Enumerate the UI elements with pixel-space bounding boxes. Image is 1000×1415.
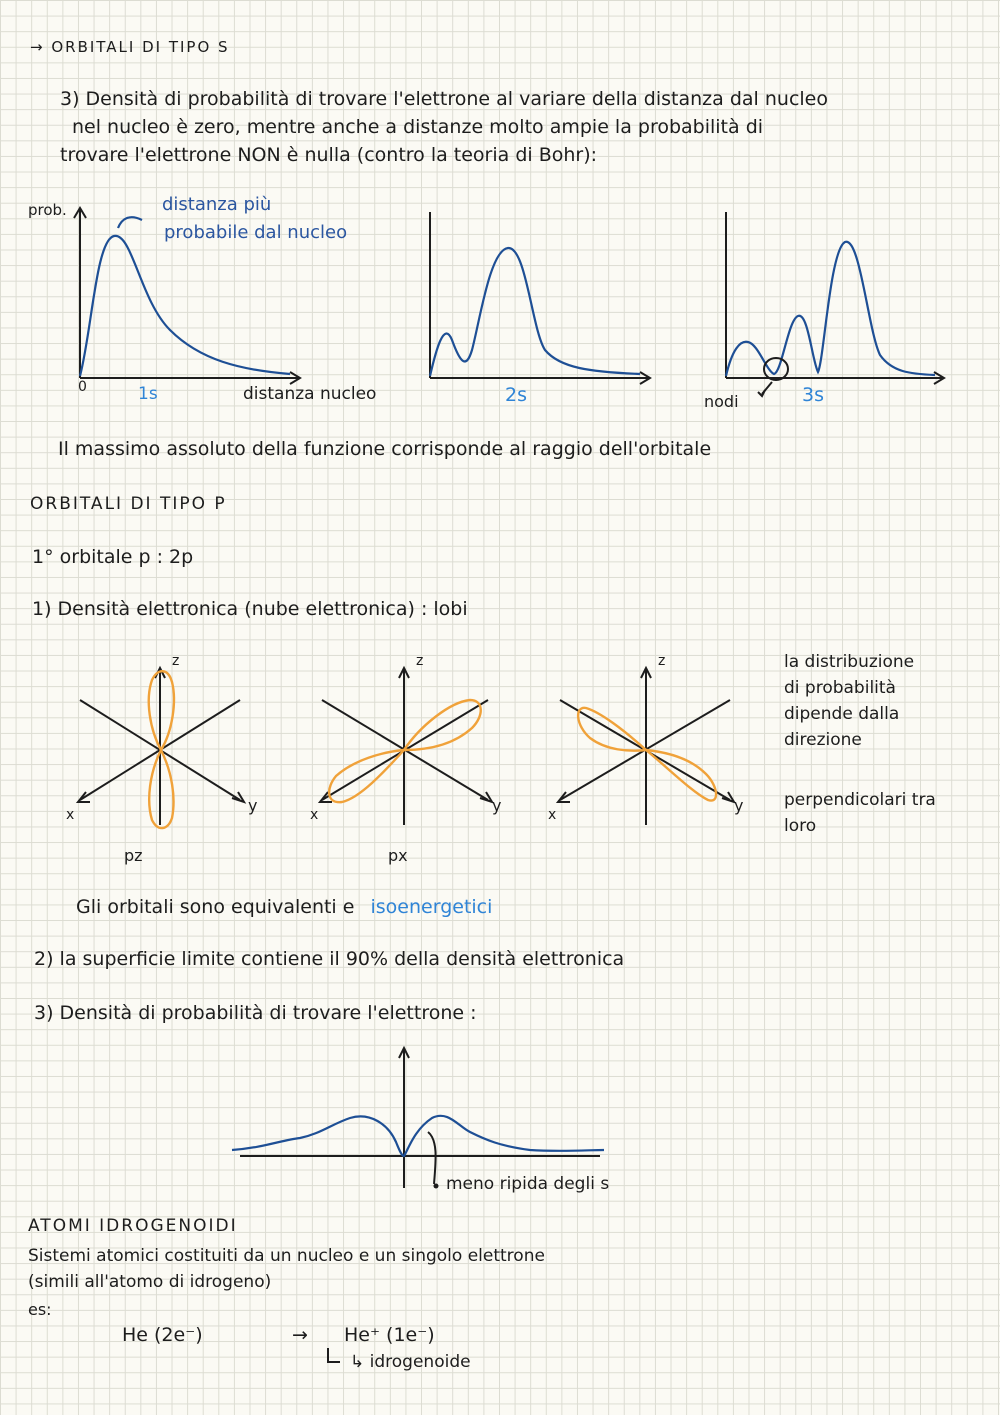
- hydrogenoid-definition-2: (simili all'atomo di idrogeno): [28, 1272, 272, 1292]
- less-steep-pointer: [428, 1132, 436, 1184]
- x-axis-label: distanza nucleo: [243, 384, 377, 404]
- axis-y-1: y: [248, 796, 258, 815]
- equivalent-text: [76, 898, 492, 917]
- axis-z-1: z: [172, 653, 180, 669]
- p-diagram-px: [320, 668, 492, 825]
- side-note-line-1: la distribuzione: [784, 652, 915, 672]
- first-p-orbital: 1° orbitale p : 2p: [32, 546, 194, 568]
- axis-z-2: z: [416, 653, 424, 669]
- curve-p: [232, 1116, 604, 1156]
- side-note-line-3: dipende dalla: [784, 704, 900, 724]
- lobe-pz-lower: [149, 750, 173, 828]
- side-note-line-5: perpendicolari tra: [784, 790, 936, 810]
- max-statement: Il massimo assoluto della funzione corrisponde al raggio dell'orbitale: [58, 438, 712, 460]
- example-he: He (2e⁻): [122, 1324, 203, 1346]
- p-point-3: 3) Densità di probabilità di trovare l'elettrone :: [34, 1002, 477, 1024]
- p-point-1: 1) Densità elettronica (nube elettronica) : lobi: [32, 598, 468, 620]
- heading-orbitals-s: → ORBITALI DI TIPO S: [30, 38, 230, 56]
- p-point-2: 2) la superficie limite contiene il 90% della densità elettronica: [34, 948, 625, 970]
- paragraph-line-2: nel nucleo è zero, mentre anche a distanze molto ampie la probabilità di: [72, 116, 764, 138]
- label-px: px: [388, 846, 408, 865]
- curve-3s: [726, 242, 935, 376]
- side-note-line-4: direzione: [784, 730, 862, 750]
- heading-hydrogenoid: ATOMI IDROGENOIDI: [28, 1216, 238, 1236]
- nodes-label: nodi: [704, 392, 739, 411]
- equivalent-prefix: Gli orbitali sono equivalenti e: [76, 896, 355, 918]
- hydrogenoid-definition-1: Sistemi atomici costituiti da un nucleo e un singolo elettrone: [28, 1246, 545, 1266]
- axis-x-1: x: [66, 807, 75, 823]
- paragraph-line-1: 3) Densità di probabilità di trovare l'elettrone al variare della distanza dal nucleo: [60, 88, 828, 110]
- ex-note-arrow: [328, 1348, 340, 1362]
- side-note-line-6: loro: [784, 816, 817, 836]
- label-pz: pz: [124, 846, 143, 865]
- axis-y-3: y: [734, 796, 744, 815]
- axis-x-2: x: [310, 807, 319, 823]
- curve-2s: [430, 248, 640, 376]
- p-diagram-py: [558, 668, 734, 825]
- max-note-pointer: [118, 217, 142, 228]
- less-steep-note: meno ripida degli s: [446, 1174, 610, 1194]
- p-radial-graph: [232, 1048, 604, 1189]
- axis-y-2: y: [492, 796, 502, 815]
- example-label: es:: [28, 1300, 52, 1319]
- origin-label: 0: [78, 379, 87, 395]
- example-note: ↳ idrogenoide: [350, 1352, 471, 1372]
- label-3s: 3s: [802, 384, 824, 406]
- paragraph-line-3: trovare l'elettrone NON è nulla (contro la teoria di Bohr):: [60, 144, 598, 166]
- label-1s: 1s: [138, 384, 158, 404]
- axis-z-3: z: [658, 653, 666, 669]
- max-note-line-2: probabile dal nucleo: [164, 222, 348, 243]
- example-arrow: →: [292, 1324, 308, 1346]
- label-2s: 2s: [505, 384, 527, 406]
- example-he-plus: He⁺ (1e⁻): [344, 1324, 435, 1346]
- max-note-line-1: distanza più: [162, 194, 272, 215]
- side-note-line-2: di probabilità: [784, 678, 896, 698]
- lobe-pz-upper: [149, 671, 174, 750]
- isoenergetic-text: isoenergetici: [370, 896, 493, 918]
- heading-orbitals-p: ORBITALI DI TIPO P: [30, 494, 227, 514]
- node-pointer-arrow: [758, 390, 765, 396]
- curve-1s: [80, 236, 290, 376]
- p-diagram-pz: [78, 668, 244, 828]
- lobe-py-right: [646, 750, 716, 801]
- node-circle: [764, 358, 788, 380]
- prob-label: prob.: [28, 201, 67, 219]
- axis-x-3: x: [548, 807, 557, 823]
